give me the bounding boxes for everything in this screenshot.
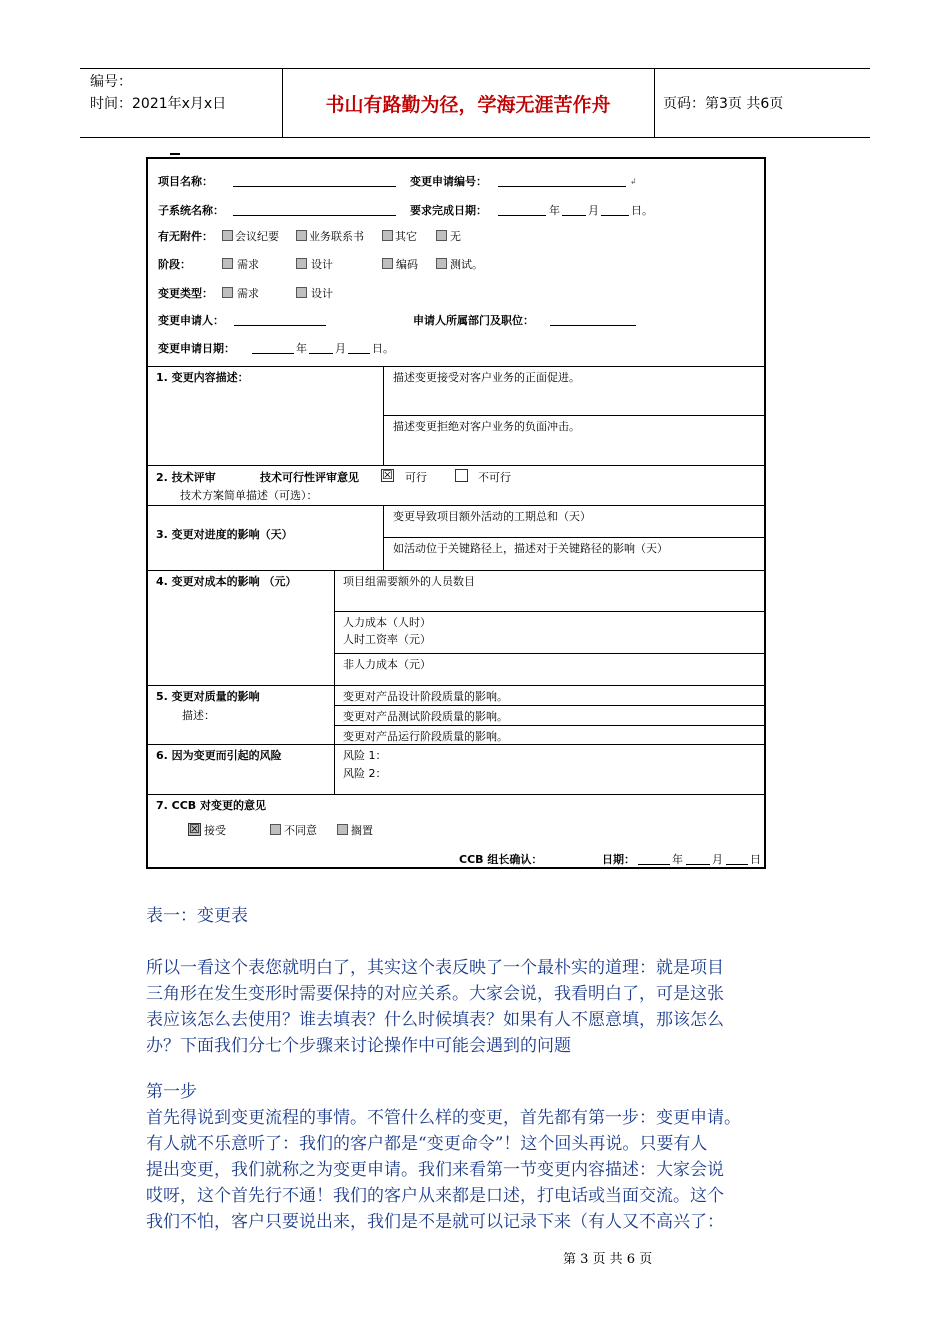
s5-test: 变更对产品测试阶段质量的影响。	[343, 710, 508, 723]
s2-title: 2. 技术评审	[156, 471, 216, 484]
s1-positive: 描述变更接受对客户业务的正面促进。	[393, 371, 580, 384]
s3-critical-path: 如活动位于关键路径上，描述对于关键路径的影响（天）	[393, 542, 668, 555]
s6-title: 6. 因为变更而引起的风险	[156, 749, 282, 762]
s4-nonlabor-cost: 非人力成本（元）	[343, 658, 431, 671]
s4-labor-cost: 人力成本（人时）	[343, 616, 431, 629]
divider	[148, 505, 764, 506]
divider	[334, 611, 764, 612]
ccb-confirm-label: CCB 组长确认：	[459, 853, 543, 866]
divider	[383, 366, 384, 466]
checkbox-stage-code[interactable]	[382, 258, 393, 269]
para2-line2: 有人就不乐意听了：我们的客户都是“变更命令”！这个回头再说。只要有人	[146, 1134, 708, 1154]
checkbox-infeasible[interactable]	[455, 469, 468, 482]
s4-title: 4. 变更对成本的影响 （元）	[156, 575, 297, 588]
attachment-none: 无	[450, 230, 461, 243]
para1-line1: 所以一看这个表您就明白了，其实这个表反映了一个最朴实的道理：就是项目	[146, 958, 724, 978]
attachment-other: 其它	[395, 230, 417, 243]
apply-year-field[interactable]	[252, 353, 294, 354]
apply-year: 年	[296, 342, 307, 355]
s2-feasible: 可行	[405, 471, 427, 484]
divider	[148, 685, 764, 686]
s7-reject: 不同意	[284, 824, 317, 837]
apply-month-field[interactable]	[309, 353, 333, 354]
stage-label: 阶段：	[158, 258, 191, 271]
s3-duration: 变更导致项目额外活动的工期总和（天）	[393, 510, 591, 523]
ccb-date-label: 日期：	[602, 853, 635, 866]
subsystem-label: 子系统名称：	[158, 204, 224, 217]
s4-headcount: 项目组需要额外的人员数目	[343, 575, 475, 588]
stage-req: 需求	[237, 258, 259, 271]
ccb-day: 日	[750, 853, 761, 866]
s6-risk2: 风险 2：	[343, 767, 387, 780]
form-mark	[170, 153, 180, 155]
required-date-label: 要求完成日期：	[410, 204, 487, 217]
checkbox-shelve[interactable]	[337, 824, 348, 835]
change-request-no-label: 变更申请编号：	[410, 175, 487, 188]
attachment-contact: 业务联系书	[309, 230, 364, 243]
s1-title: 1. 变更内容描述：	[156, 371, 249, 384]
apply-day-field[interactable]	[348, 353, 370, 354]
para1-line4: 办？下面我们分七个步骤来讨论操作中可能会遇到的问题	[146, 1036, 571, 1056]
divider	[334, 685, 335, 795]
dept-position-field[interactable]	[550, 325, 636, 326]
dept-position-label: 申请人所属部门及职位：	[413, 314, 534, 327]
divider	[383, 505, 384, 571]
para1-line2: 三角形在发生变形时需要保持的对应关系。大家会说，我看明白了，可是这张	[146, 984, 724, 1004]
checkbox-type-design[interactable]	[296, 287, 307, 298]
header-page-cell	[655, 69, 870, 137]
ccb-month-field[interactable]	[686, 864, 710, 865]
para-mark: ↲	[630, 177, 637, 186]
applicant-field[interactable]	[234, 325, 326, 326]
apply-date-label: 变更申请日期：	[158, 342, 235, 355]
project-name-label: 项目名称：	[158, 175, 213, 188]
s6-risk1: 风险 1：	[343, 749, 387, 762]
type-design: 设计	[311, 287, 333, 300]
change-request-no-field[interactable]	[498, 186, 626, 187]
attachment-meeting: 会议纪要	[235, 230, 279, 243]
ccb-year-field[interactable]	[638, 864, 670, 865]
s3-title: 3. 变更对进度的影响（天）	[156, 528, 293, 541]
subsystem-field[interactable]	[233, 215, 396, 216]
year-label: 年	[549, 204, 560, 217]
checkbox-stage-req[interactable]	[222, 258, 233, 269]
s2-brief: 技术方案简单描述（可选）：	[180, 489, 318, 502]
number-label: 编号：	[90, 74, 132, 90]
page-footer: 第 3 页 共 6 页	[563, 1252, 653, 1267]
s5-desc: 描述：	[182, 709, 215, 722]
para2-line4: 哎呀，这个首先行不通！我们的客户从来都是口述，打电话或当面交流。这个	[146, 1186, 724, 1206]
para1-line3: 表应该怎么去使用？谁去填表？什么时候填表？如果有人不愿意填，那该怎么	[146, 1010, 724, 1030]
motto: 书山有路勤为径，学海无涯苦作舟	[325, 93, 611, 116]
para2-line5: 我们不怕，客户只要说出来，我们是不是就可以记录下来（有人又不高兴了：	[146, 1212, 724, 1232]
s2-opinion: 技术可行性评审意见	[260, 471, 359, 484]
s7-shelve: 搁置	[351, 824, 373, 837]
s5-title: 5. 变更对质量的影响	[156, 690, 260, 703]
divider	[148, 794, 764, 795]
checkbox-none[interactable]	[436, 230, 447, 241]
page-info: 页码：第3页 共6页	[663, 96, 784, 112]
divider	[383, 415, 764, 416]
para2-line1: 首先得说到变更流程的事情。不管什么样的变更，首先都有第一步：变更申请。	[146, 1108, 741, 1128]
type-req: 需求	[237, 287, 259, 300]
s5-run: 变更对产品运行阶段质量的影响。	[343, 730, 508, 743]
attachments-label: 有无附件：	[158, 230, 213, 243]
ccb-year: 年	[672, 853, 683, 866]
stage-code: 编码	[396, 258, 418, 271]
divider	[148, 744, 764, 745]
divider	[334, 653, 764, 654]
change-type-label: 变更类型：	[158, 287, 213, 300]
s2-infeasible: 不可行	[478, 471, 511, 484]
checkbox-type-req[interactable]	[222, 287, 233, 298]
change-request-form	[146, 157, 766, 869]
para2-line3: 提出变更，我们就称之为变更申请。我们来看第一节变更内容描述：大家会说	[146, 1160, 724, 1180]
divider	[334, 725, 764, 726]
checkbox-reject[interactable]	[270, 824, 281, 835]
checkbox-feasible[interactable]: ☒	[382, 468, 393, 482]
required-year-field[interactable]	[498, 215, 546, 216]
divider	[148, 570, 764, 571]
checkbox-stage-test[interactable]	[436, 258, 447, 269]
checkbox-contact[interactable]	[296, 230, 307, 241]
header-meta	[80, 69, 283, 137]
ccb-day-field[interactable]	[726, 864, 748, 865]
divider	[383, 537, 764, 538]
s7-accept: 接受	[204, 824, 226, 837]
checkbox-stage-design[interactable]	[296, 258, 307, 269]
divider	[334, 570, 335, 686]
ccb-month: 月	[712, 853, 723, 866]
applicant-label: 变更申请人：	[158, 314, 224, 327]
day-label: 日。	[631, 204, 653, 217]
date-label: 时间：2021年x月x日	[90, 96, 227, 112]
required-month-field[interactable]	[562, 215, 586, 216]
table-caption: 表一：变更表	[146, 906, 248, 926]
header-motto-cell	[282, 69, 655, 137]
divider	[334, 705, 764, 706]
stage-test: 测试。	[450, 258, 483, 271]
s7-title: 7. CCB 对变更的意见	[156, 799, 267, 812]
s5-design: 变更对产品设计阶段质量的影响。	[343, 690, 508, 703]
apply-month: 月	[335, 342, 346, 355]
checkbox-accept[interactable]: ☒	[189, 822, 200, 836]
checkbox-other[interactable]	[382, 230, 393, 241]
month-label: 月	[588, 204, 599, 217]
stage-design: 设计	[311, 258, 333, 271]
divider	[148, 366, 764, 367]
step-title: 第一步	[146, 1082, 197, 1102]
divider	[148, 465, 764, 466]
apply-day: 日。	[372, 342, 394, 355]
s1-negative: 描述变更拒绝对客户业务的负面冲击。	[393, 420, 580, 433]
s4-wage-rate: 人时工资率（元）	[343, 633, 431, 646]
project-name-field[interactable]	[233, 186, 396, 187]
checkbox-meeting[interactable]	[222, 230, 233, 241]
page-header	[80, 68, 870, 138]
required-day-field[interactable]	[601, 215, 629, 216]
